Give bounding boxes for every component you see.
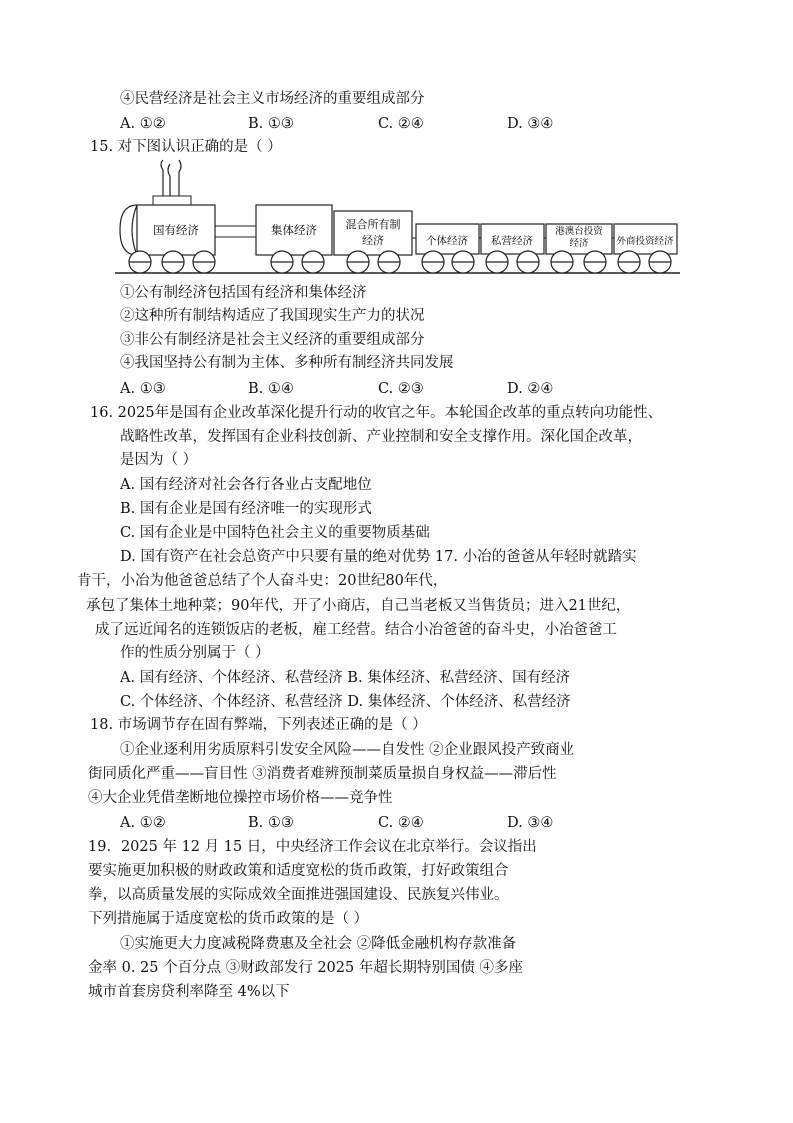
wheel-icon: [302, 251, 324, 273]
car-label-hmt: 港澳台投资经济: [555, 226, 603, 249]
car-label-foreign: 外商投资经济: [616, 236, 674, 247]
economy-train-diagram: [115, 158, 685, 278]
q19-line-2: 要实施更加积极的财政政策和适度宽松的货币政策，打好政策组合: [88, 863, 509, 879]
q15-option-a: A. ①③: [120, 381, 166, 397]
coupler: [215, 226, 256, 237]
wheel-icon: [162, 251, 184, 273]
q14-option-c: C. ②④: [378, 116, 424, 132]
q15-statement-2: ②这种所有制结构适应了我国现实生产力的状况: [120, 308, 425, 324]
q18-line-2: 街同质化严重——盲目性 ③消费者难辨预制菜质量损自身权益——滞后性: [88, 766, 557, 782]
car-label-individual: 个体经济: [426, 235, 468, 247]
wheel-icon: [271, 251, 293, 273]
q19-line-6: 金率 0. 25 个百分点 ③财政部发行 2025 年超长期特别国债 ④多座: [88, 960, 523, 976]
q15-statement-1: ①公有制经济包括国有经济和集体经济: [120, 285, 367, 301]
q18-option-b: B. ①③: [248, 815, 294, 831]
q18-stem: 18. 市场调节存在固有弊端，下列表述正确的是（ ）: [90, 717, 427, 733]
wheel-icon: [486, 251, 508, 273]
wheel-icon: [193, 251, 215, 273]
q14-option-a: A. ①②: [120, 116, 166, 132]
q17-line-2: 承包了集体土地种菜；90年代，开了小商店，自己当老板又当售货员；进入21世纪，: [86, 598, 631, 614]
q18-line-3: ④大企业凭借垄断地位操控市场价格——竞争性: [88, 790, 393, 806]
q14-option-d: D. ③④: [507, 116, 554, 132]
car-label-collective: 集体经济: [271, 223, 317, 237]
q16-stem-line-3: 是因为（ ）: [120, 452, 198, 468]
q18-option-c: C. ②④: [378, 815, 424, 831]
q16-option-b: B. 国有企业是国有经济唯一的实现形式: [120, 501, 372, 517]
chimney-icon: [153, 196, 191, 205]
wheel-icon: [584, 251, 606, 273]
q15-stem: 15. 对下图认识正确的是（ ）: [90, 139, 282, 155]
wheel-icon: [378, 251, 400, 273]
q18-option-d: D. ③④: [507, 815, 554, 831]
q17-line-3: 成了远近闻名的连锁饭店的老板，雇工经营。结合小冶爸爸的奋斗史，小冶爸爸工: [95, 622, 617, 638]
q14-option-b: B. ①③: [248, 116, 294, 132]
q16-stem-line-2: 战略性改革，发挥国有企业科技创新、产业控制和安全支撑作用。深化国企改革，: [120, 429, 642, 445]
wheel-icon: [649, 251, 671, 273]
q19-line-4: 下列措施属于适度宽松的货币政策的是（ ）: [88, 911, 369, 927]
wheel-icon: [129, 251, 151, 273]
car-label-mixed: 混合所有制经济: [345, 218, 401, 247]
q16-option-d-and-q17-start: D. 国有资产在社会总资产中只要有量的绝对优势 17. 小冶的爸爸从年轻时就踏实: [120, 549, 637, 565]
car-label-private: 私营经济: [491, 235, 533, 247]
q14-statement-4: ④民营经济是社会主义市场经济的重要组成部分: [120, 91, 425, 107]
q15-option-d: D. ②④: [507, 381, 554, 397]
q15-option-c: C. ②③: [378, 381, 424, 397]
wheel-icon: [452, 251, 474, 273]
smoke-icon: [161, 160, 181, 198]
q15-option-b: B. ①④: [248, 381, 294, 397]
wheel-icon: [347, 251, 369, 273]
q15-statement-4: ④我国坚持公有制为主体、多种所有制经济共同发展: [120, 355, 454, 371]
wheel-icon: [517, 251, 539, 273]
q16-option-a: A. 国有经济对社会各行各业占支配地位: [120, 477, 372, 493]
q18-option-a: A. ①②: [120, 815, 166, 831]
car-label-state: 国有经济: [153, 223, 199, 237]
q19-line-1: 19．2025 年 12 月 15 日，中央经济工作会议在北京举行。会议指出: [88, 839, 537, 855]
q17-options-ab: A. 国有经济、个体经济、私营经济 B. 集体经济、私营经济、国有经济: [120, 670, 571, 686]
q17-line-4: 作的性质分别属于（ ）: [120, 645, 270, 661]
wheel-icon: [422, 251, 444, 273]
wheel-icon: [618, 251, 640, 273]
q17-options-cd: C. 个体经济、个体经济、私营经济 D. 集体经济、个体经济、私营经济: [120, 694, 571, 710]
q16-stem-line-1: 16. 2025年是国有企业改革深化提升行动的收官之年。本轮国企改革的重点转向功能性、: [90, 405, 663, 421]
q19-line-3: 拳，以高质量发展的实际成效全面推进强国建设、民族复兴伟业。: [88, 887, 509, 903]
q15-statement-3: ③非公有制经济是社会主义经济的重要组成部分: [120, 332, 425, 348]
q17-line-1: 肯干，小冶为他爸爸总结了个人奋斗史：20世纪80年代，: [77, 573, 448, 589]
wheel-icon: [551, 251, 573, 273]
q16-option-c: C. 国有企业是中国特色社会主义的重要物质基础: [120, 525, 430, 541]
q18-line-1: ①企业逐利用劣质原料引发安全风险——自发性 ②企业跟风投产致商业: [120, 742, 575, 758]
q19-line-5: ①实施更大力度减税降费惠及全社会 ②降低金融机构存款准备: [120, 936, 517, 952]
q19-line-7: 城市首套房贷利率降至 4%以下: [88, 984, 290, 1000]
